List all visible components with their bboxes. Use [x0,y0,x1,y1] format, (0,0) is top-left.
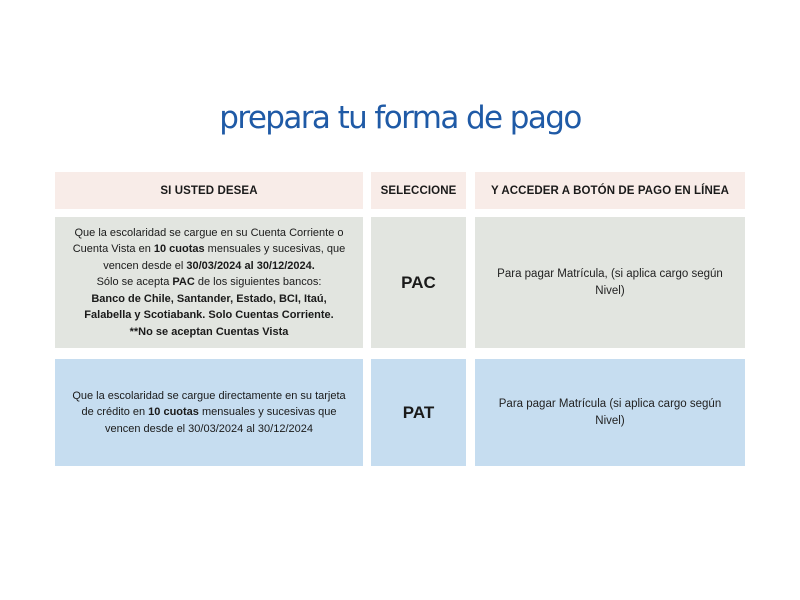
select-pat[interactable] [371,359,466,466]
pat-payment-line: Para pagar Matrícula (si aplica cargo según [498,397,722,410]
pat-payment-info[interactable] [475,359,745,466]
pat-description [55,359,363,466]
pac-payment-line: Nivel) [595,284,625,297]
pac-payment-info[interactable] [475,217,745,348]
pac-description [55,217,363,348]
header-seleccione: SELECCIONE [371,172,466,209]
pac-note: **No se aceptan Cuentas Vista [129,325,289,338]
pac-payment-line: Para pagar Matrícula, (si aplica cargo según [497,267,723,280]
pac-desc-line: Cuenta Vista en 10 cuotas mensuales y sucesivas, que [72,243,346,256]
pac-desc-line: vencen desde el 30/03/2024 al 30/12/2024. [103,259,315,272]
select-pac-label: PAC [401,272,436,292]
page-title: prepara tu forma de pago [219,100,581,136]
pac-bank-list: Falabella y Scotiabank. Solo Cuentas Corriente. [84,309,334,322]
pat-desc-line: Que la escolaridad se cargue directamente en su tarjeta [72,389,346,402]
pat-desc-line: vencen desde el 30/03/2024 al 30/12/2024 [105,422,313,435]
pac-desc-line: Sólo se acepta PAC de los siguientes bancos: [96,276,322,289]
header-si-usted-desea: SI USTED DESEA [55,172,363,209]
select-pac[interactable] [371,217,466,348]
pac-bank-list: Banco de Chile, Santander, Estado, BCI, Itaú, [91,292,327,305]
pac-desc-line: Que la escolaridad se cargue en su Cuenta Corriente o [74,226,344,239]
select-pat-label: PAT [402,402,435,422]
header-boton-de-pago: Y ACCEDER A BOTÓN DE PAGO EN LÍNEA [475,172,745,209]
pat-payment-line: Nivel) [595,414,625,427]
pat-desc-line: de crédito en 10 cuotas mensuales y sucesivas que [81,406,337,419]
